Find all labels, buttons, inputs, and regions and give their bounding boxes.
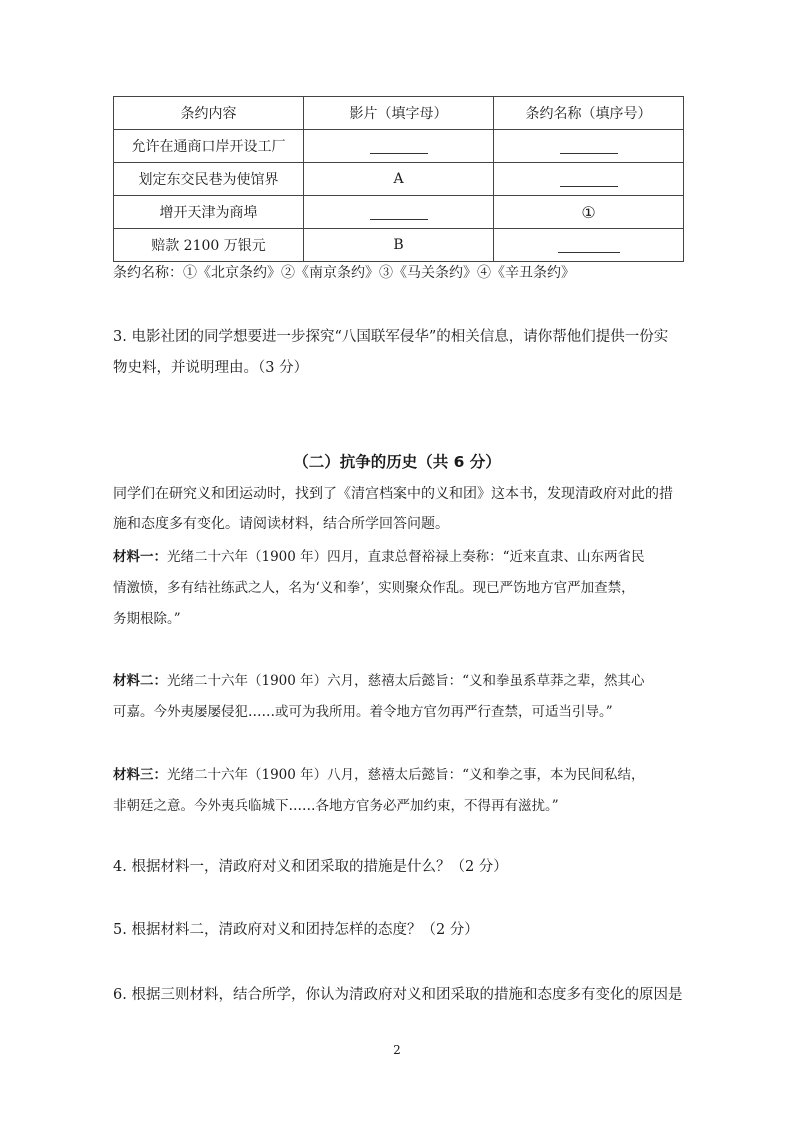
material-3-line2: 非朝廷之意。今外夷兵临城下……各地方官务必严加约束，不得再有滋扰。” — [113, 798, 559, 814]
header-film: 影片（填字母） — [304, 97, 494, 130]
header-content: 条约内容 — [114, 97, 304, 130]
material-2-line2: 可嘉。今外夷屡屡侵犯……或可为我所用。着令地方官勿再严行查禁，可适当引导。” — [113, 704, 613, 720]
section-intro-line1: 同学们在研究义和团运动时，找到了《清宫档案中的义和团》这本书，发现清政府对此的措 — [113, 486, 673, 502]
table-row — [114, 229, 684, 262]
question-6: 6. 根据三则材料，结合所学，你认为清政府对义和团采取的措施和态度多有变化的原因是 — [113, 987, 683, 1003]
material-3-line1: 材料三：光绪二十六年（1900 年）八月，慈禧太后懿旨：“义和拳之事，本为民间私结， — [113, 767, 645, 783]
row-content: 增开天津为商埠 — [114, 196, 304, 229]
question-3-line1: 3. 电影社团的同学想要进一步探究“八国联军侵华”的相关信息，请你帮他们提供一份实 — [113, 329, 669, 345]
material-1-line2: 情激愤，多有结社练武之人，名为‘义和拳’，实则聚众作乱。现已严饬地方官严加查禁， — [113, 580, 635, 596]
treaty-answer-blank[interactable] — [494, 130, 684, 163]
table-row — [114, 196, 684, 229]
film-answer: A — [304, 163, 494, 196]
treaty-answer-blank[interactable] — [494, 163, 684, 196]
table-row — [114, 163, 684, 196]
material-2-label: 材料二： — [113, 673, 167, 689]
material-3-label: 材料三： — [113, 767, 167, 783]
treaty-table — [113, 96, 684, 262]
film-answer-blank[interactable] — [304, 196, 494, 229]
treaty-answer: ① — [494, 196, 684, 229]
treaty-answer-blank[interactable] — [494, 229, 684, 262]
question-3-line2: 物史料，并说明理由。（3 分） — [113, 360, 309, 376]
table-row — [114, 130, 684, 163]
material-1-line1: 材料一：光绪二十六年（1900 年）四月，直隶总督裕禄上奏称：“近来直隶、山东两省民 — [113, 549, 645, 565]
treaty-names-legend: 条约名称：①《北京条约》②《南京条约》③《马关条约》④《辛丑条约》 — [113, 265, 575, 281]
section-intro-line2: 施和态度多有变化。请阅读材料，结合所学回答问题。 — [113, 516, 449, 532]
header-treaty: 条约名称（填序号） — [494, 97, 684, 130]
material-2-line1: 材料二：光绪二十六年（1900 年）六月，慈禧太后懿旨：“义和拳虽系草莽之辈，然其心 — [113, 673, 645, 689]
page-number: 2 — [393, 1043, 401, 1057]
section-title: （二）抗争的历史（共 6 分） — [293, 453, 501, 471]
row-content: 允许在通商口岸开设工厂 — [114, 130, 304, 163]
film-answer: B — [304, 229, 494, 262]
table-header-row — [114, 97, 684, 130]
question-5: 5. 根据材料二，清政府对义和团持怎样的态度？（2 分） — [113, 922, 479, 938]
film-answer-blank[interactable] — [304, 130, 494, 163]
material-1-label: 材料一： — [113, 549, 167, 565]
row-content: 赔款 2100 万银元 — [114, 229, 304, 262]
material-1-line3: 务期根除。” — [113, 611, 181, 627]
row-content: 划定东交民巷为使馆界 — [114, 163, 304, 196]
question-4: 4. 根据材料一，清政府对义和团采取的措施是什么？（2 分） — [113, 859, 508, 875]
